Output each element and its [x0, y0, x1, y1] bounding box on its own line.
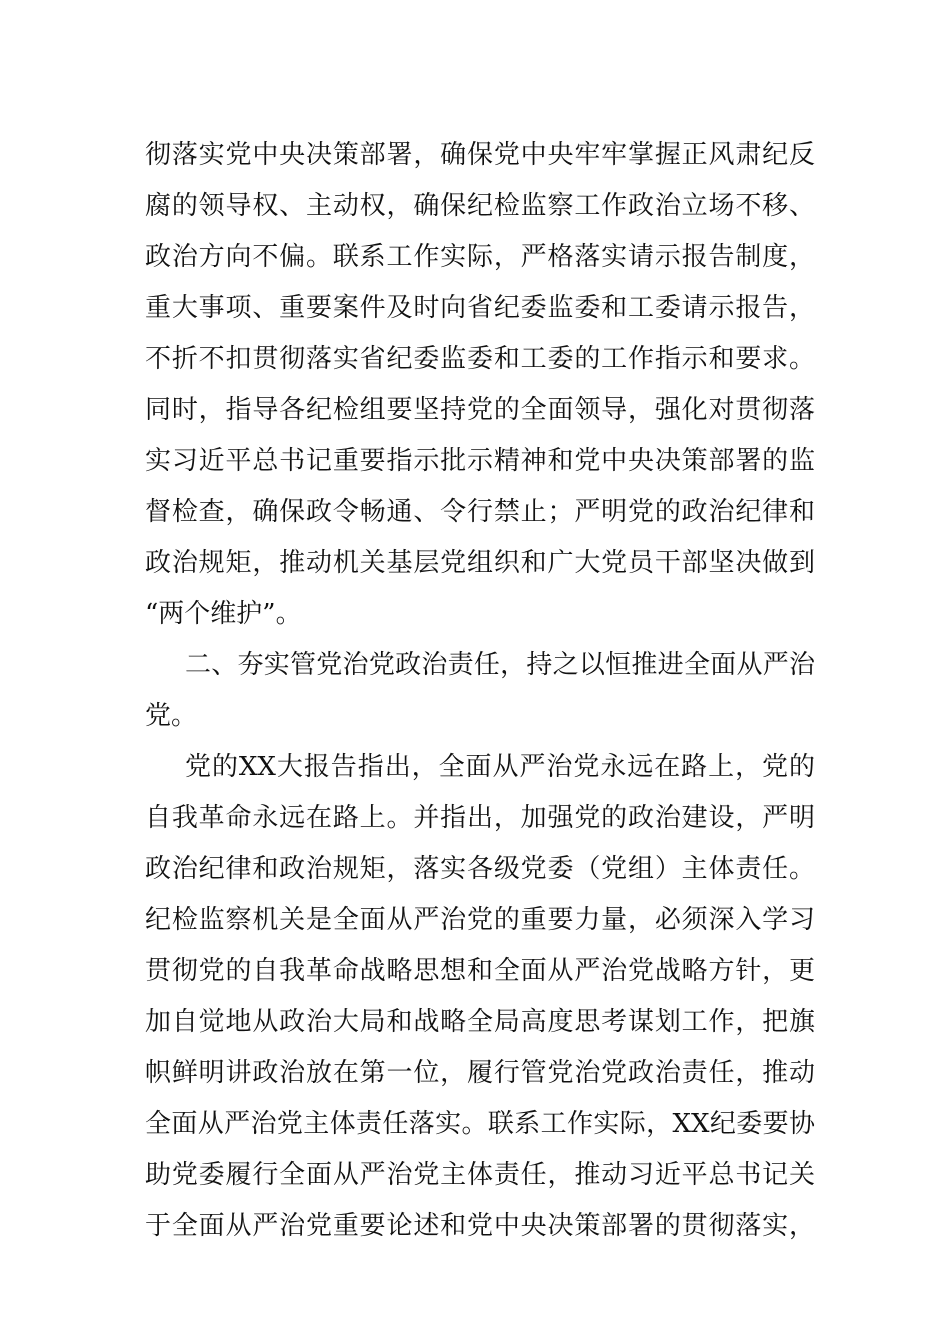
paragraph-line: 同时，指导各纪检组要坚持党的全面领导，强化对贯彻落	[145, 395, 815, 425]
paragraph-line: 政治纪律和政治规矩，落实各级党委（党组）主体责任。	[145, 854, 815, 884]
heading-line: 二、夯实管党治党政治责任，持之以恒推进全面从严治	[185, 650, 815, 680]
paragraph-line: 自我革命永远在路上。并指出，加强党的政治建设，严明	[145, 803, 815, 833]
paragraph-3	[145, 742, 815, 1252]
paragraph-line: 不折不扣贯彻落实省纪委监委和工委的工作指示和要求。	[145, 344, 815, 374]
document-body	[145, 130, 815, 1252]
paragraph-line: 全面从严治党主体责任落实。联系工作实际，XX纪委要协	[145, 1109, 815, 1139]
paragraph-1	[145, 130, 815, 640]
paragraph-line: 重大事项、重要案件及时向省纪委监委和工委请示报告，	[145, 293, 815, 323]
paragraph-line: 贯彻党的自我革命战略思想和全面从严治党战略方针，更	[145, 956, 815, 986]
paragraph-line: 帜鲜明讲政治放在第一位，履行管党治党政治责任，推动	[145, 1058, 815, 1088]
paragraph-line: 腐的领导权、主动权，确保纪检监察工作政治立场不移、	[145, 191, 815, 221]
paragraph-line: 实习近平总书记重要指示批示精神和党中央决策部署的监	[145, 446, 815, 476]
heading-line: 党。	[145, 701, 198, 731]
paragraph-line: 加自觉地从政治大局和战略全局高度思考谋划工作，把旗	[145, 1007, 815, 1037]
paragraph-line: 于全面从严治党重要论述和党中央决策部署的贯彻落实，	[145, 1211, 815, 1241]
section-heading-2	[145, 640, 815, 742]
paragraph-line: “两个维护”。	[145, 599, 302, 629]
paragraph-line: 党的XX大报告指出，全面从严治党永远在路上，党的	[185, 752, 815, 782]
paragraph-line: 彻落实党中央决策部署，确保党中央牢牢掌握正风肃纪反	[145, 140, 815, 170]
paragraph-line: 助党委履行全面从严治党主体责任，推动习近平总书记关	[145, 1160, 815, 1190]
paragraph-line: 政治方向不偏。联系工作实际，严格落实请示报告制度，	[145, 242, 815, 272]
paragraph-line: 政治规矩，推动机关基层党组织和广大党员干部坚决做到	[145, 548, 815, 578]
paragraph-line: 纪检监察机关是全面从严治党的重要力量，必须深入学习	[145, 905, 815, 935]
paragraph-line: 督检查，确保政令畅通、令行禁止；严明党的政治纪律和	[145, 497, 815, 527]
